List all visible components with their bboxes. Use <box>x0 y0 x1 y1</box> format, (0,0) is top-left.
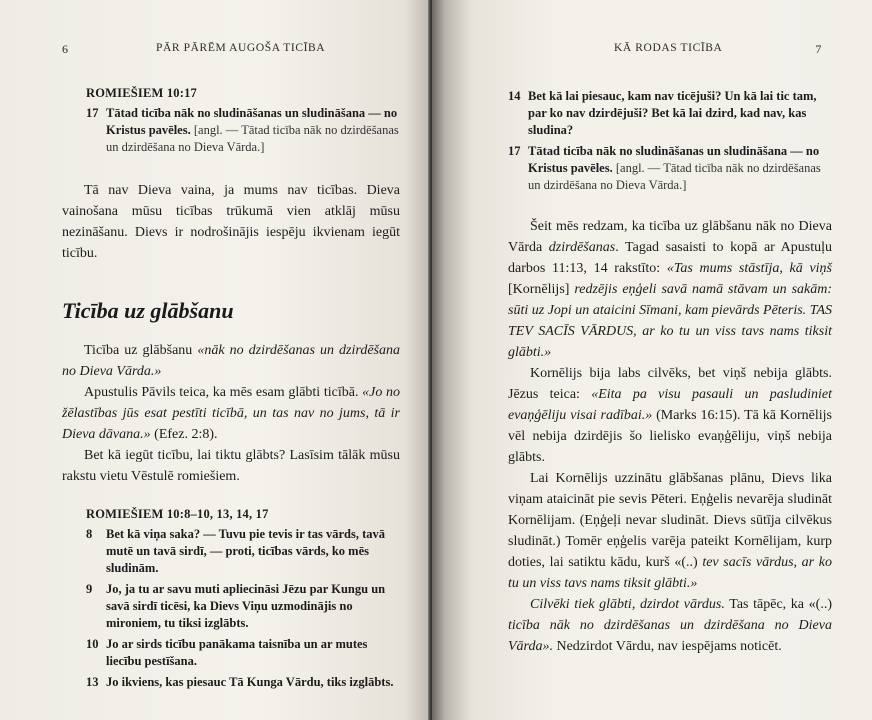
verse-number: 8 <box>86 527 93 541</box>
scripture-reference: ROMIEŠIEM 10:8–10, 13, 14, 17 <box>86 507 269 521</box>
section-heading: Ticība uz glābšanu <box>62 298 234 323</box>
verse-block <box>508 88 832 194</box>
verse-text <box>528 143 832 194</box>
verse-text: Jo ikviens, kas piesauc Tā Kunga Vārdu, tiks izglābts. <box>106 675 394 689</box>
text-span: Lai Kornēlijs uzzinātu glābšanas plānu, Dievs lika viņam ataicināt pie sevis Pēteri. Eņģelis nevarēja sludināt Kornēlijam. (Eņģeļi nevar sludināt. Dievs sūtīja cilvēkus sludināt.) Tomēr eņģelis varēja pateikt Kornēlijam, kurp doties, lai satiktu kādu, kurš «(..) <box>508 471 832 570</box>
text-span: Ticība uz glābšanu <box>84 343 198 358</box>
verse-bold-text: Tātad ticība nāk no sludināšanas un sludināšana — no Kristus pavēles. <box>528 144 820 175</box>
quote: ticība nāk no dzirdēšanas un dzirdēšana no Dieva Vārda». <box>508 618 832 654</box>
verse-text: Bet kā lai piesauc, kam nav ticējuši? Un kā lai tic tam, par ko nav dzirdējuši? Bet kā lai dzird, kad nav, kas sludina? <box>528 89 817 137</box>
paragraph: Bet kā iegūt ticību, lai tiktu glābts? Lasīsim tālāk mūsu rakstu vietu Vēstulē romiešiem. <box>62 448 400 484</box>
text-span: Šeit mēs redzam, ka ticība uz glābšanu nāk no Dieva Vārda <box>508 219 832 255</box>
verse-block <box>86 526 400 691</box>
text-span: (Marks 16:15). Tā kā Kornēlijs vēl nebija dzirdējis šo lielisko evaņģēliju, viņš nebija glābts. <box>508 408 832 465</box>
left-running-head <box>62 42 400 58</box>
text-span: (Efez. 2:8). <box>150 427 218 442</box>
paragraph <box>508 468 832 594</box>
verse-bold-text: Tātad ticība nāk no sludināšanas un sludināšana — no Kristus pavēles. <box>106 106 398 137</box>
right-page <box>432 0 872 720</box>
verse-number: 17 <box>86 106 99 120</box>
text-span: . Tagad sasaisti to kopā ar Apustuļu darbos 11:13, 14 rakstīto: <box>508 240 832 276</box>
verse-number: 14 <box>508 89 521 103</box>
verse-note: [angl. — Tātad ticība nāk no dzirdēšanas un dzirdēšana no Dieva Vārda.] <box>106 123 399 154</box>
text-span: Apustulis Pāvils teica, ka mēs esam glābti ticībā. <box>84 385 363 400</box>
verse-number: 13 <box>86 675 99 689</box>
quote: «Eita pa visu pasauli un pasludiniet evaņģēliju visai radībai.» <box>508 387 832 423</box>
paragraph <box>62 382 400 445</box>
verse-number: 10 <box>86 637 99 651</box>
verse <box>86 674 400 691</box>
quote: «nāk no dzirdēšanas un dzirdēšana no Dieva Vārda.» <box>62 343 400 379</box>
text-span: Nedzirdot Vārdu, nav iespējams noticēt. <box>552 639 782 654</box>
quote: tev sacīs vārdus, ar ko tu un viss tavs nams tiksit glābti.» <box>508 555 832 591</box>
scripture-reference: ROMIEŠIEM 10:17 <box>86 86 197 100</box>
emphasis: dzirdēšanas <box>548 240 616 255</box>
paragraph <box>62 340 400 382</box>
paragraph <box>508 216 832 363</box>
right-running-head <box>508 42 832 58</box>
verse <box>86 581 400 632</box>
right-running-title: KĀ RODAS TICĪBA <box>614 42 723 54</box>
quote: redzējis eņģeli savā namā stāvam un sakām: sūti uz Jopi un ataicini Sīmani, kam pievārds Pēteris. TAS TEV SACĪS VĀRDUS, ar ko tu un viss tavs nams tiksit glābti.» <box>508 282 832 360</box>
paragraph <box>508 363 832 468</box>
quote: «Jo no žēlastības jūs esat pestīti ticībā, un tas nav no jums, tā ir Dieva dāvana.» <box>62 385 400 442</box>
verse-block <box>86 105 400 156</box>
verse-note: [angl. — Tātad ticība nāk no dzirdēšanas un dzirdēšana no Dieva Vārda.] <box>528 161 821 192</box>
verse-number: 9 <box>86 582 93 596</box>
emphasis: Cilvēki tiek glābti, dzirdot vārdus. <box>530 597 725 612</box>
verse-number: 17 <box>508 144 521 158</box>
verse <box>508 143 832 194</box>
verse <box>86 105 400 156</box>
text-span: [Kornēlijs] <box>508 282 575 297</box>
verse-text: Jo, ja tu ar savu muti apliecināsi Jēzu par Kungu un savā sirdī ticēsi, ka Dievs Viņu uzmodinājis no mironiem, tu tiksi izglābts. <box>106 582 386 630</box>
text-span: Tas tāpēc, ka «(..) <box>724 597 832 612</box>
verse-text: Jo ar sirds ticību panākama taisnība un ar mutes liecību pestīšana. <box>106 637 368 668</box>
left-running-title: PĀR PĀRĒM AUGOŠA TICĪBA <box>156 42 326 54</box>
verse <box>86 636 400 670</box>
verse-text: Bet kā viņa saka? — Tuvu pie tevis ir tas vārds, tavā mutē un tavā sirdī, — proti, ticības vārds, ko mēs sludinām. <box>106 527 385 575</box>
paragraph <box>508 594 832 657</box>
verse <box>508 88 832 139</box>
text-span: Kornēlijs bija labs cilvēks, bet viņš nebija glābts. Jēzus teica: <box>508 366 832 402</box>
left-page <box>0 0 430 720</box>
left-page-number: 6 <box>62 42 69 56</box>
quote: «Tas mums stāstīja, kā viņš <box>666 261 833 276</box>
verse <box>86 526 400 577</box>
paragraph: Tā nav Dieva vaina, ja mums nav ticības. Dieva vainošana mūsu ticības trūkumā vien atklāj mūsu nezināšanu. Dievs ir nodrošinājis iespēju ikvienam iegūt ticību. <box>62 183 400 261</box>
right-page-number: 7 <box>815 42 822 56</box>
verse-text <box>106 105 400 156</box>
